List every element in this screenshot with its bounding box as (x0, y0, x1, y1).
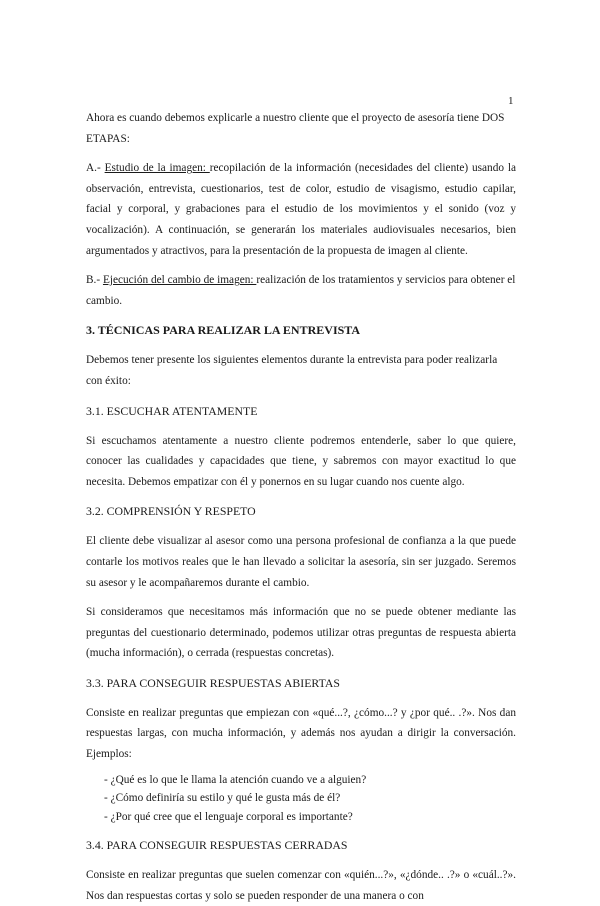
list-item: - ¿Por qué cree que el lenguaje corporal es importante? (104, 810, 353, 823)
examples-list (86, 771, 516, 827)
stage-b-title: Ejecución del cambio de imagen: (102, 274, 257, 287)
stage-a-title: Estudio de la imagen: (104, 162, 210, 175)
stage-a-text: recopilación de la información (necesidades del cliente) usando la observación, entrevista, cuestionarios, test de color, estudio de visagismo, estudio capilar, facial y corporal, y grabaciones para el estudio de los movimientos y el sonido (voz y vocalización). A continuación, se generarán los materiales audiovisuales necesarios, bien argumentados y atractivos, para la presentación de la propuesta de imagen al cliente. (86, 162, 516, 257)
section-3-1-text: Si escuchamos atentamente a nuestro cliente podremos entenderle, saber lo que quiere, conocer las cualidades y capacidades que tiene, y sabremos con mayor exactitud lo que necesita. Debemos empatizar con él y ponernos en su lugar cuando nos cuente algo. (86, 434, 516, 488)
section-3-2-text-1: El cliente debe visualizar al asesor como una persona profesional de confianza a la que puede contarle los motivos reales que le han llevado a solicitar la asesoría, sin ser juzgado. Seremos su asesor y le acompañaremos durante el cambio. (86, 535, 516, 589)
stage-b-prefix: B.- (86, 274, 103, 287)
page-number: 1 (508, 95, 514, 107)
stage-b-text: realización de los tratamientos y servicios para obtener el cambio. (86, 274, 516, 307)
section-3-4-text: Consiste en realizar preguntas que suelen comenzar con «quién...?», «¿dónde.. .?» o «cuál..?». Nos dan respuestas cortas y solo se pueden responder de una manera o con (86, 869, 516, 902)
section-3-1-heading: 3.1. ESCUCHAR ATENTAMENTE (86, 403, 258, 418)
section-3-3-heading: 3.3. PARA CONSEGUIR RESPUESTAS ABIERTAS (86, 675, 340, 690)
section-3-intro: Debemos tener presente los siguientes elementos durante la entrevista para poder realizarla con éxito: (86, 354, 498, 387)
document-body (86, 108, 516, 906)
list-item: - ¿Qué es lo que le llama la atención cuando ve a alguien? (104, 773, 367, 786)
section-3-heading: 3. TÉCNICAS PARA REALIZAR LA ENTREVISTA (86, 323, 361, 338)
intro-paragraph: Ahora es cuando debemos explicarle a nuestro cliente que el proyecto de asesoría tiene DOS ETAPAS: (86, 112, 505, 145)
section-3-2-text-2: Si consideramos que necesitamos más información que no se puede obtener mediante las preguntas del cuestionario determinado, podemos utilizar otras preguntas de respuesta abierta (mucha información), o cerrada (respuestas concretas). (86, 606, 516, 660)
section-3-3-text: Consiste en realizar preguntas que empiezan con «qué...?, ¿cómo...? y ¿por qué.. .?». Nos dan respuestas largas, con mucha información, y además nos ayudan a dirigir la conversación. Ejemplos: (86, 706, 516, 761)
section-3-2-heading: 3.2. COMPRENSIÓN Y RESPETO (86, 504, 256, 519)
stage-a-prefix: A.- (86, 162, 105, 175)
list-item: - ¿Cómo definiría su estilo y qué le gusta más de él? (104, 792, 341, 805)
stage-b-paragraph (86, 270, 516, 311)
section-3-4-heading: 3.4. PARA CONSEGUIR RESPUESTAS CERRADAS (86, 838, 348, 853)
stage-a-paragraph (86, 158, 516, 261)
